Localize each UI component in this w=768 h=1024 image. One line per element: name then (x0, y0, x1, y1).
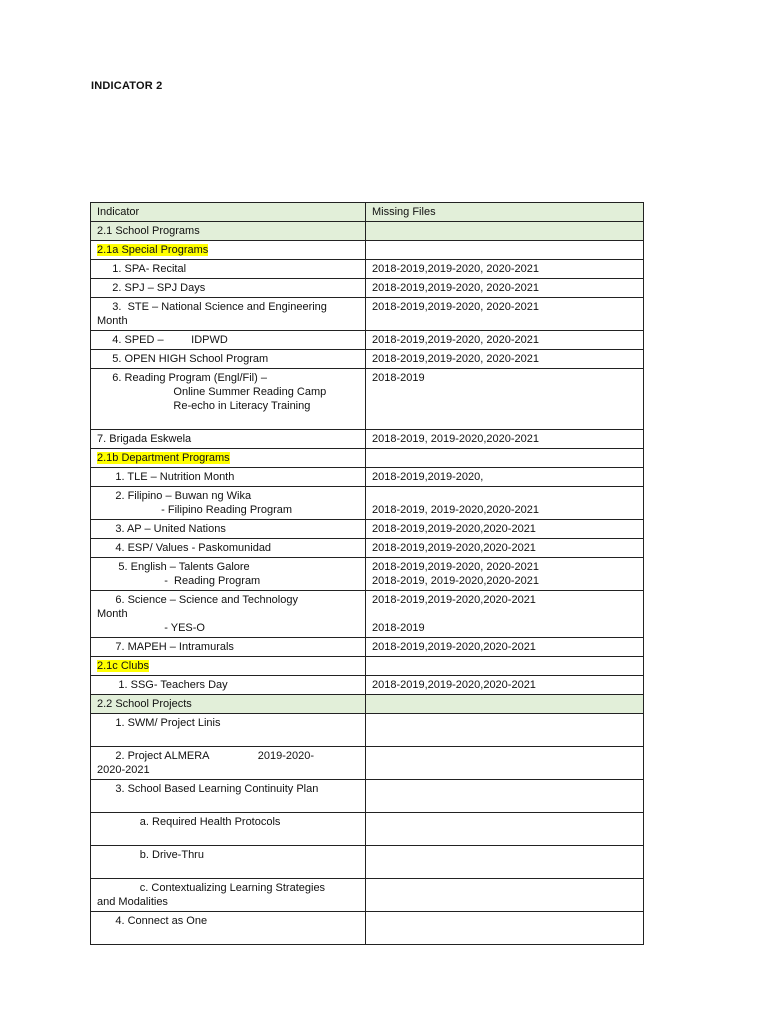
indicator-text: b. Drive-Thru (97, 849, 204, 861)
indicator-cell (91, 331, 366, 350)
indicator-text: 6. Reading Program (Engl/Fil) – (97, 372, 267, 384)
indicator-text: 2.1 School Programs (97, 225, 200, 237)
header-indicator: Indicator (91, 203, 366, 222)
indicator-cell (91, 350, 366, 369)
missing-files-cell (366, 846, 644, 879)
indicator-cell (91, 369, 366, 430)
indicator-cell (91, 780, 366, 813)
indicator-text: 7. MAPEH – Intramurals (97, 641, 234, 653)
missing-files-text (372, 243, 637, 257)
indicator-text: 3. AP – United Nations (97, 523, 226, 535)
indicator-text: Online Summer Reading Camp (97, 386, 327, 398)
table-row (91, 487, 644, 520)
missing-files-cell (366, 558, 644, 591)
table-row (91, 350, 644, 369)
missing-files-cell (366, 747, 644, 780)
indicator-text: 2020-2021 (97, 764, 150, 776)
indicator-text: Month (97, 608, 128, 620)
table-row (91, 676, 644, 695)
table-row (91, 813, 644, 846)
indicator-cell (91, 487, 366, 520)
indicator-text (97, 829, 359, 843)
missing-files-text: 2018-2019,2019-2020,2020-2021 (372, 523, 536, 535)
missing-files-cell (366, 638, 644, 657)
missing-files-cell (366, 591, 644, 638)
indicator-cell (91, 430, 366, 449)
indicator-cell (91, 520, 366, 539)
missing-files-cell (366, 430, 644, 449)
indicator-text (97, 928, 359, 942)
missing-files-cell (366, 487, 644, 520)
table-row (91, 369, 644, 430)
indicator-text: 2.1c Clubs (97, 660, 149, 672)
missing-files-text: 2018-2019,2019-2020,2020-2021 (372, 542, 536, 554)
indicator-cell (91, 879, 366, 912)
indicator-text: 2. SPJ – SPJ Days (97, 282, 206, 294)
indicator-text: 2. Project ALMERA 2019-2020- (97, 750, 315, 762)
indicator-text: a. Required Health Protocols (97, 816, 281, 828)
indicator-text: 4. Connect as One (97, 915, 208, 927)
table-row (91, 879, 644, 912)
header-missing-files: Missing Files (366, 203, 644, 222)
missing-files-text (372, 848, 637, 862)
indicator-cell (91, 813, 366, 846)
missing-files-text (372, 224, 637, 238)
missing-files-text (372, 815, 637, 829)
table-body (91, 222, 644, 945)
missing-files-text: 2018-2019,2019-2020, 2020-2021 (372, 561, 539, 573)
table-row (91, 846, 644, 879)
indicator-text: c. Contextualizing Learning Strategies (97, 882, 326, 894)
missing-files-text (372, 607, 637, 621)
indicator-text: 1. SSG- Teachers Day (97, 679, 228, 691)
indicator-cell (91, 222, 366, 241)
indicator-cell (91, 591, 366, 638)
table-row (91, 558, 644, 591)
table-row (91, 747, 644, 780)
indicator-cell (91, 539, 366, 558)
indicator-text: 1. SPA- Recital (97, 263, 187, 275)
table-row (91, 241, 644, 260)
indicator-cell (91, 695, 366, 714)
missing-files-cell (366, 695, 644, 714)
indicator-cell (91, 846, 366, 879)
indicator-cell (91, 468, 366, 487)
missing-files-cell (366, 298, 644, 331)
indicator-text: 3. School Based Learning Continuity Plan (97, 783, 319, 795)
missing-files-cell (366, 813, 644, 846)
missing-files-cell (366, 369, 644, 430)
missing-files-cell (366, 912, 644, 945)
indicator-cell (91, 912, 366, 945)
missing-files-text: 2018-2019,2019-2020, 2020-2021 (372, 282, 539, 294)
table-row (91, 520, 644, 539)
indicator-cell (91, 747, 366, 780)
missing-files-cell (366, 657, 644, 676)
missing-files-cell (366, 331, 644, 350)
document-title: INDICATOR 2 (91, 80, 163, 92)
missing-files-text: 2018-2019,2019-2020, 2020-2021 (372, 334, 539, 346)
indicator-cell (91, 657, 366, 676)
missing-files-text (372, 489, 637, 503)
indicator-cell (91, 241, 366, 260)
indicator-text (97, 413, 359, 427)
missing-files-cell (366, 449, 644, 468)
table-row (91, 331, 644, 350)
table-header-row (91, 203, 644, 222)
indicator-text (97, 862, 359, 876)
missing-files-text (372, 451, 637, 465)
missing-files-text: 2018-2019, 2019-2020,2020-2021 (372, 504, 539, 516)
missing-files-text: 2018-2019,2019-2020,2020-2021 (372, 679, 536, 691)
missing-files-cell (366, 879, 644, 912)
indicator-text: Re-echo in Literacy Training (97, 400, 311, 412)
missing-files-text (372, 659, 637, 673)
indicator-text: - Filipino Reading Program (97, 504, 293, 516)
table-row (91, 591, 644, 638)
missing-files-text: 2018-2019 (372, 622, 425, 634)
indicator-cell (91, 676, 366, 695)
table-row (91, 657, 644, 676)
indicator-cell (91, 638, 366, 657)
missing-files-cell (366, 780, 644, 813)
indicator-text: Month (97, 315, 128, 327)
indicator-cell (91, 260, 366, 279)
indicator-text: 2.2 School Projects (97, 698, 192, 710)
missing-files-cell (366, 241, 644, 260)
missing-files-text: 2018-2019 (372, 372, 425, 384)
indicator-text: 5. English – Talents Galore (97, 561, 250, 573)
indicator-text: 6. Science – Science and Technology (97, 594, 298, 606)
indicator-text: 4. SPED – IDPWD (97, 334, 228, 346)
missing-files-text: 2018-2019, 2019-2020,2020-2021 (372, 433, 539, 445)
table-row (91, 638, 644, 657)
indicator-text (97, 730, 359, 744)
indicator-text: 3. STE – National Science and Engineering (97, 301, 327, 313)
table-row (91, 539, 644, 558)
indicator-text: 7. Brigada Eskwela (97, 433, 192, 445)
missing-files-text (372, 716, 637, 730)
missing-files-cell (366, 260, 644, 279)
indicator-text: 2.1b Department Programs (97, 452, 230, 464)
missing-files-text (372, 914, 637, 928)
indicator-cell (91, 279, 366, 298)
indicator-cell (91, 298, 366, 331)
missing-files-cell (366, 539, 644, 558)
indicator-text (97, 796, 359, 810)
missing-files-cell (366, 468, 644, 487)
missing-files-text: 2018-2019,2019-2020, 2020-2021 (372, 263, 539, 275)
missing-files-text (372, 782, 637, 796)
indicator-text: - Reading Program (97, 575, 261, 587)
indicator-text: and Modalities (97, 896, 168, 908)
indicator-text: 2. Filipino – Buwan ng Wika (97, 490, 252, 502)
missing-files-cell (366, 676, 644, 695)
indicator-cell (91, 449, 366, 468)
table-row (91, 430, 644, 449)
indicator-text: 1. TLE – Nutrition Month (97, 471, 235, 483)
missing-files-cell (366, 520, 644, 539)
missing-files-text: 2018-2019,2019-2020, 2020-2021 (372, 353, 539, 365)
indicator-text: 4. ESP/ Values - Paskomunidad (97, 542, 272, 554)
table-row (91, 714, 644, 747)
indicator-table (90, 202, 644, 945)
table-row (91, 260, 644, 279)
missing-files-text: 2018-2019,2019-2020, (372, 471, 484, 483)
missing-files-text (372, 881, 637, 895)
table-row (91, 279, 644, 298)
table-row (91, 780, 644, 813)
missing-files-cell (366, 279, 644, 298)
missing-files-cell (366, 222, 644, 241)
missing-files-text (372, 749, 637, 763)
missing-files-text: 2018-2019,2019-2020,2020-2021 (372, 641, 536, 653)
indicator-text: 2.1a Special Programs (97, 244, 209, 256)
table-row (91, 695, 644, 714)
missing-files-text: 2018-2019, 2019-2020,2020-2021 (372, 575, 539, 587)
indicator-cell (91, 558, 366, 591)
missing-files-text: 2018-2019,2019-2020, 2020-2021 (372, 301, 539, 313)
indicator-text: 1. SWM/ Project Linis (97, 717, 221, 729)
table-row (91, 912, 644, 945)
table-row (91, 298, 644, 331)
table-row (91, 468, 644, 487)
indicator-cell (91, 714, 366, 747)
missing-files-text: 2018-2019,2019-2020,2020-2021 (372, 594, 536, 606)
table-row (91, 222, 644, 241)
table-row (91, 449, 644, 468)
missing-files-cell (366, 714, 644, 747)
missing-files-text (372, 697, 637, 711)
missing-files-cell (366, 350, 644, 369)
indicator-text: 5. OPEN HIGH School Program (97, 353, 269, 365)
indicator-text: - YES-O (97, 622, 205, 634)
